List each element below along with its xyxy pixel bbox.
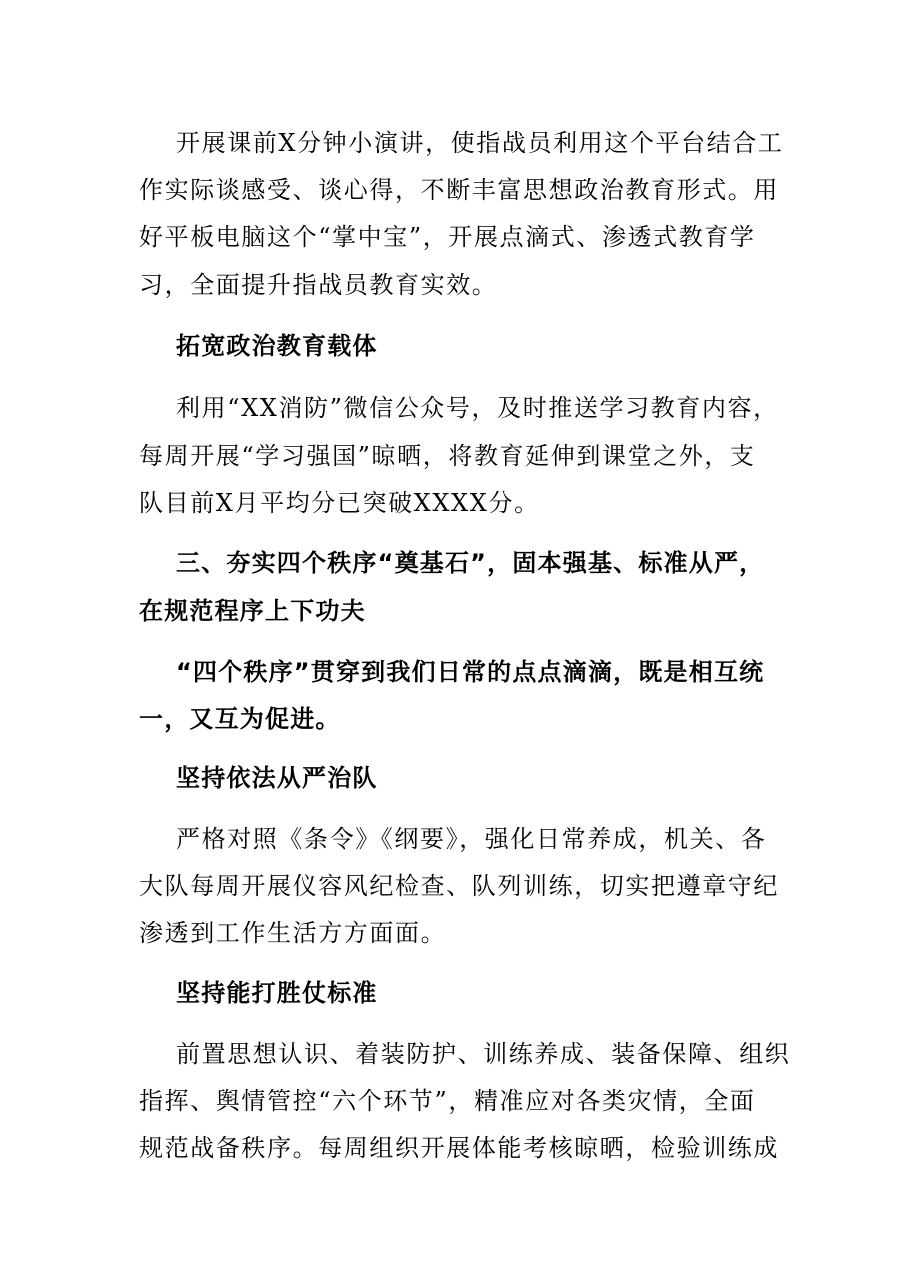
bold-paragraph-line-2: 一，又互为促进。 xyxy=(139,705,341,733)
paragraph-2-line-1: 利用“XX消防”微信公众号，及时推送学习教育内容， xyxy=(176,394,779,422)
paragraph-4-line-1: 前置思想认识、着装防护、训练养成、装备保障、组织 xyxy=(176,1040,791,1068)
paragraph-1-line-2: 作实际谈感受、谈心得，不断丰富思想政治教育形式。用 xyxy=(139,176,779,204)
paragraph-4-line-3: 规范战备秩序。每周组织开展体能考核晾晒，检验训练成 xyxy=(139,1134,779,1162)
subheading-broaden-carriers: 拓宽政治教育载体 xyxy=(176,332,378,360)
bold-paragraph-line-1: “四个秩序”贯穿到我们日常的点点滴滴，既是相互统 xyxy=(176,658,765,686)
paragraph-1-line-1: 开展课前X分钟小演讲，使指战员利用这个平台结合工 xyxy=(176,129,784,157)
paragraph-3-line-2: 大队每周开展仪容风纪检查、队列训练，切实把遵章守纪 xyxy=(139,872,779,900)
section-3-heading-line-1: 三、夯实四个秩序“奠基石”，固本强基、标准从严， xyxy=(176,549,765,577)
paragraph-4-line-2: 指挥、舆情管控“六个环节”，精准应对各类灾情，全面 xyxy=(139,1087,756,1115)
subheading-combat-standard: 坚持能打胜仗标准 xyxy=(176,979,378,1007)
paragraph-1-line-3: 好平板电脑这个“掌中宝”，开展点滴式、渗透式教育学 xyxy=(139,223,756,251)
paragraph-2-line-3: 队目前X月平均分已突破XXXX分。 xyxy=(139,489,540,517)
subheading-strict-discipline: 坚持依法从严治队 xyxy=(176,764,378,792)
section-3-heading-line-2: 在规范程序上下功夫 xyxy=(139,597,366,625)
paragraph-3-line-3: 渗透到工作生活方方面面。 xyxy=(139,919,447,947)
paragraph-1-line-4: 习，全面提升指战员教育实效。 xyxy=(139,271,498,299)
paragraph-3-line-1: 严格对照《条令》《纲要》，强化日常养成，机关、各 xyxy=(176,825,767,853)
paragraph-2-line-2: 每周开展“学习强国”晾晒，将教育延伸到课堂之外，支 xyxy=(139,442,756,470)
